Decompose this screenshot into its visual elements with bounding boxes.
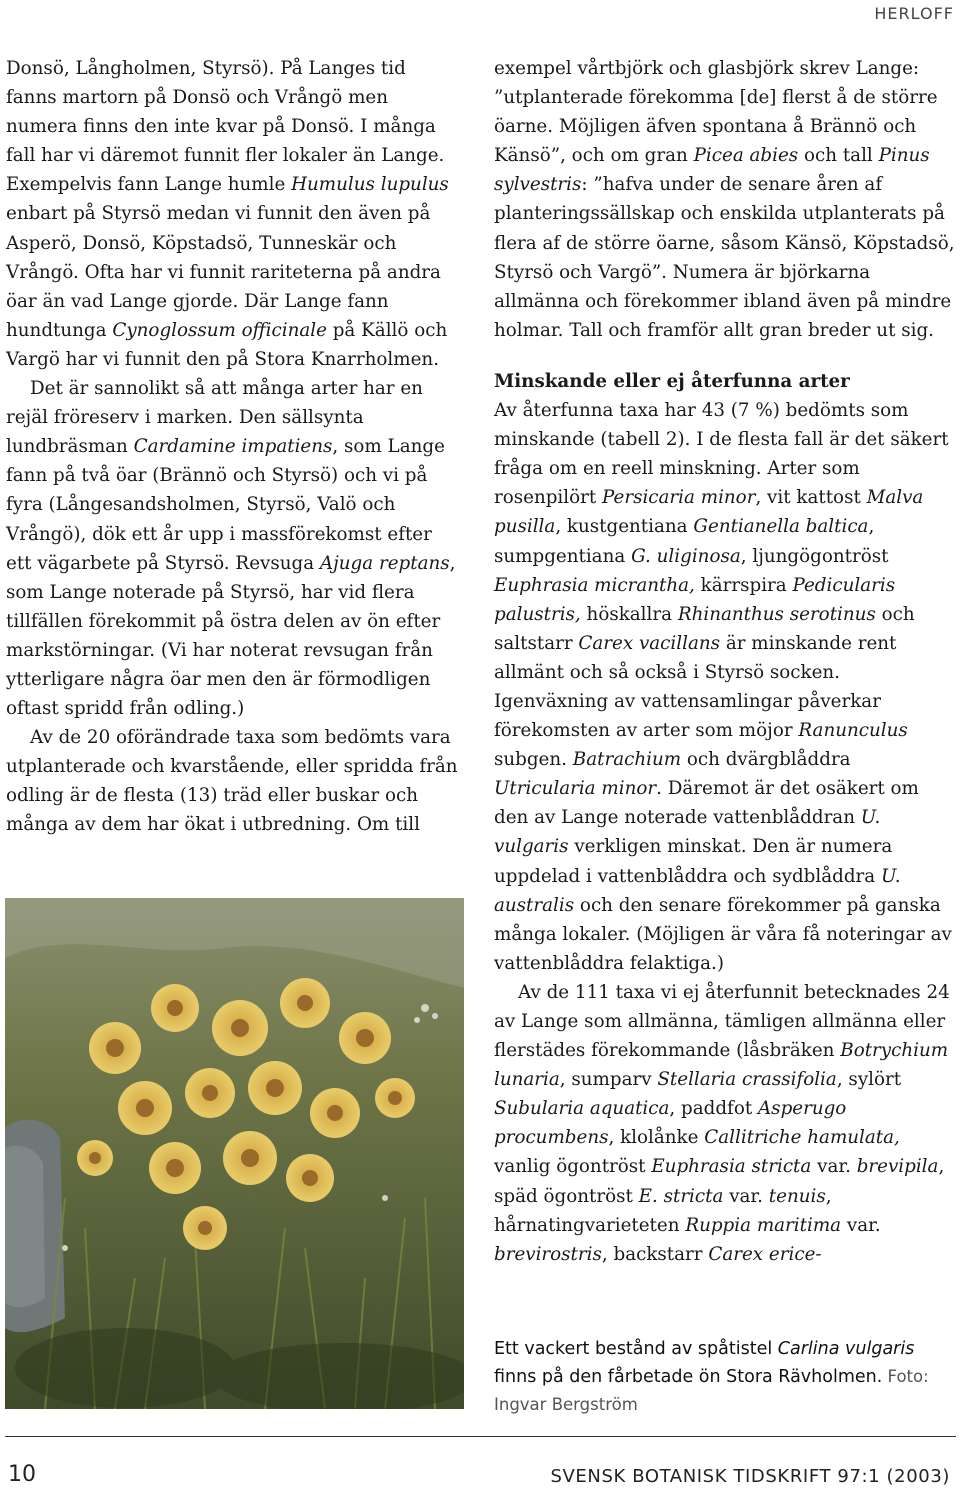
text: höskallra: [580, 603, 678, 625]
species-name: U. vulgaris: [494, 807, 881, 858]
text: var.: [811, 1156, 857, 1178]
text: på Källö och Vargö har vi funnit den på Stora Knarrholmen.: [6, 319, 448, 370]
photo-caption: [494, 1336, 954, 1419]
species-name: brevipila: [856, 1156, 939, 1178]
text: , paddfot: [669, 1098, 758, 1120]
species-name: Humulus lupulus: [291, 174, 449, 196]
text: , sumpgentiana: [494, 516, 875, 567]
text: exempel vårtbjörk och glasbjörk skrev Lange: ”utplanterade förekomma [de] flerst å de större öarne. Möjligen äfven spontana å Brännö och Känsö”, och om gran: [494, 58, 938, 167]
species-name: G. uliginosa: [631, 545, 741, 567]
running-head: HERLOFF: [874, 4, 954, 23]
species-name: Malva pusilla: [494, 487, 924, 538]
text: , ljungögontröst: [740, 545, 889, 567]
text: , sumparv: [559, 1069, 658, 1091]
text: och tall: [798, 145, 879, 167]
right-column: [494, 54, 956, 1269]
section-heading: Minskande eller ej återfunna arter: [494, 370, 850, 392]
text: Av återfunna taxa har 43 (7 %) bedömts som minskande (tabell 2). I de flesta fall är det säkert fråga om en reell minskning. Arter som rosenpilört: [494, 400, 949, 509]
species-name: E. stricta: [638, 1185, 724, 1207]
text: verkligen minskat. Den är numera uppdelad i vattenblåddra och sydblåddra: [494, 836, 893, 887]
species-name: Asperugo procumbens: [494, 1098, 847, 1149]
species-name: Callitriche hamulata,: [704, 1127, 900, 1149]
text: Det är sannolikt så att många arter har en rejäl fröreserv i marken. Den sällsynta lundbräsman: [6, 378, 423, 458]
text: enbart på Styrsö medan vi funnit den även på Asperö, Donsö, Köpstadsö, Tunneskär och Vrångö. Ofta har vi funnit rariteterna på andra öar än vad Lange gjorde. Där Lange fann hundtunga: [6, 203, 441, 341]
species-name: Rhinanthus serotinus: [677, 603, 876, 625]
species-name: U. australis: [494, 865, 901, 916]
text: , klolånke: [608, 1127, 705, 1149]
footer-rule: [5, 1436, 956, 1437]
text: , späd ögontröst: [494, 1156, 945, 1207]
text: Av de 111 taxa vi ej återfunnit betecknades 24 av Lange som allmänna, tämligen allmänna eller flerstädes förekommande (låsbräken: [494, 981, 950, 1062]
species-name: Botrychium lunaria: [494, 1040, 949, 1091]
species-name: Subularia aquatica: [494, 1098, 670, 1120]
text: . Däremot är det osäkert om den av Lange noterade vattenblåddran: [494, 778, 919, 829]
text: är minskande rent allmänt och så också i Styrsö socken. Igenväxning av vattensamlingar påverkar förekomsten av arter som möjor: [494, 632, 897, 742]
text: Av de 20 oförändrade taxa som bedömts vara utplanterade och kvarstående, eller spridda från odling är de flesta (13) träd eller buskar och många av dem har ökat i utbredning. Om till: [6, 727, 458, 836]
page-number: 10: [8, 1462, 36, 1487]
text: , vit kattost: [755, 487, 867, 509]
species-name: Cardamine impatiens: [133, 436, 333, 458]
paragraph: [6, 723, 462, 839]
text: vanlig ögontröst: [494, 1156, 652, 1178]
photo-credit: Foto: Ingvar Bergström: [494, 1367, 929, 1414]
text: och den senare förekommer på ganska många lokaler. (Möjligen är våra få noteringar av vattenblåddra felaktiga.): [494, 894, 952, 974]
paragraph: [494, 54, 956, 345]
species-name: Batrachium: [572, 749, 682, 771]
text: , hårnatingvarieteten: [494, 1185, 832, 1236]
species-name: Pinus sylvestris: [494, 145, 930, 196]
left-column: [6, 54, 462, 840]
species-name: Pedicularis palustris,: [494, 574, 896, 625]
caption-text: finns på den fårbetade ön Stora Rävholmen.: [494, 1367, 883, 1387]
species-name: brevirostris: [494, 1243, 602, 1265]
text: och saltstarr: [494, 603, 915, 654]
text: , sylört: [836, 1069, 902, 1091]
species-name: Carex vacillans: [578, 632, 721, 654]
species-name: Cynoglossum officinale: [112, 319, 327, 341]
paragraph: [494, 978, 956, 1269]
text: , kustgentiana: [555, 516, 694, 538]
species-name: Stellaria crassifolia: [657, 1069, 837, 1091]
text: och dvärgblåddra: [681, 749, 851, 771]
text: var.: [841, 1214, 881, 1236]
text: , som Lange noterade på Styrsö, har vid flera tillfällen förekommit på östra delen av ön efter markstörningar. (Vi har noterat revsugan från ytterligare några öar men den är förmodligen oftast spridd från odling.): [6, 552, 456, 720]
text: , backstarr: [601, 1243, 709, 1265]
paragraph: [494, 396, 956, 978]
species-name: Ajuga reptans: [319, 552, 450, 574]
species-name: Persicaria minor: [602, 487, 756, 509]
species-name: Carlina vulgaris: [777, 1339, 915, 1359]
caption-text: Ett vackert bestånd av spåtistel: [494, 1339, 778, 1359]
species-name: Utricularia minor: [494, 778, 657, 800]
journal-name: SVENSK BOTANISK TIDSKRIFT 97:1 (2003): [550, 1466, 950, 1487]
paragraph: [6, 54, 462, 374]
species-name: Carex erice-: [708, 1243, 822, 1265]
text: Donsö, Långholmen, Styrsö). På Langes tid fanns martorn på Donsö och Vrångö men numera finns den inte kvar på Donsö. I många fall har vi däremot funnit fler lokaler än Lange. Exempelvis fann Lange humle: [6, 58, 445, 196]
species-name: Euphrasia stricta: [651, 1156, 812, 1178]
photo-illustration: [5, 898, 464, 1409]
text: , som Lange fann på två öar (Brännö och Styrsö) och vi på fyra (Långesandsholmen, Styrsö, Valö och Vrångö), dök ett år upp i massförekomst efter ett vägarbete på Styrsö. Revsuga: [6, 436, 445, 574]
photo-carlina-vulgaris: [5, 898, 464, 1409]
paragraph: [6, 374, 462, 723]
species-name: Ranunculus: [798, 720, 908, 742]
species-name: Gentianella baltica: [693, 516, 869, 538]
text: : ”hafva under de senare åren af planteringssällskap och enskilda utplanterats på flera af de större öarne, såsom Känsö, Köpstadsö, Styrsö och Vargö”. Numera är björkarna allmänna och förekommer ibland även på mindre holmar. Tall och framför allt gran breder ut sig.: [494, 174, 955, 341]
species-name: Ruppia maritima: [685, 1214, 842, 1236]
species-name: tenuis: [768, 1185, 826, 1207]
text: var.: [723, 1185, 769, 1207]
text: kärrspira: [694, 574, 793, 596]
species-name: Picea abies: [693, 145, 799, 167]
text: subgen.: [494, 749, 573, 771]
species-name: Euphrasia micrantha,: [494, 574, 695, 596]
